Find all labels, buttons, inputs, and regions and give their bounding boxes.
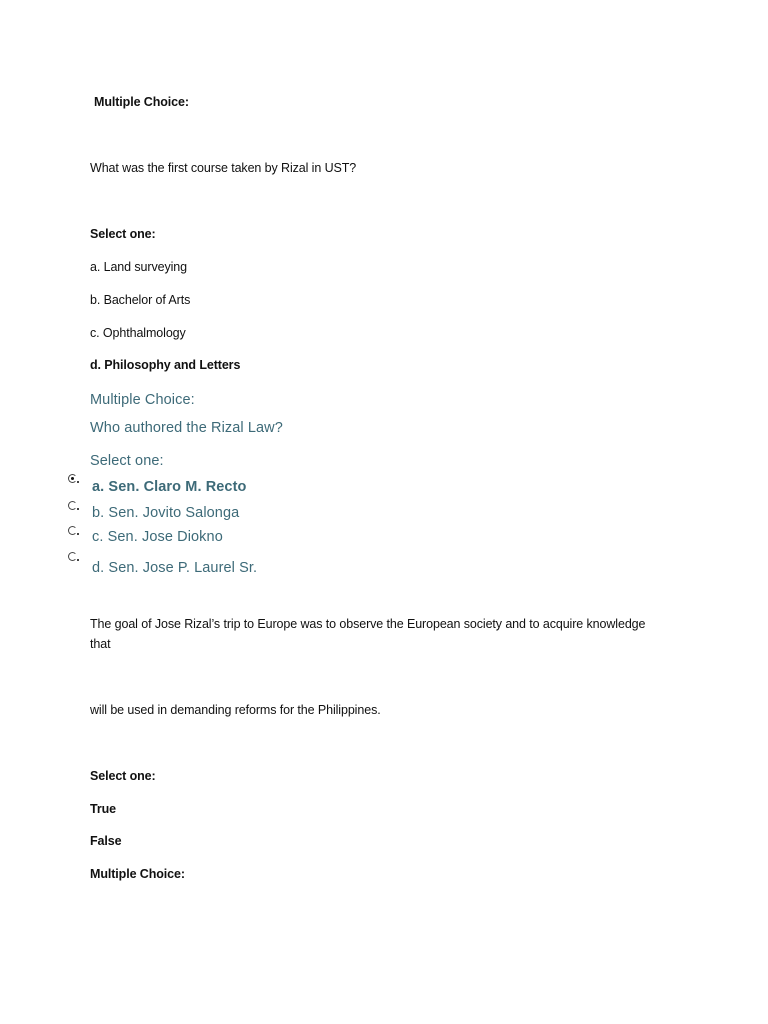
q2-heading: Multiple Choice: <box>90 392 195 408</box>
q2-option-c-label[interactable]: c. Sen. Jose Diokno <box>92 529 223 545</box>
q3-question-line-1: The goal of Jose Rizal’s trip to Europe was to observe the European society and to acquire knowledge <box>90 617 646 631</box>
q3-select-label: Select one: <box>90 769 156 783</box>
q1-question: What was the first course taken by Rizal in UST? <box>90 161 357 175</box>
q3-option-true: True <box>90 802 116 816</box>
q1-option-d: d. Philosophy and Letters <box>90 358 241 372</box>
q2-option-b-radio[interactable] <box>68 501 77 510</box>
q2-option-b-label[interactable]: b. Sen. Jovito Salonga <box>92 505 240 521</box>
q3-option-false: False <box>90 834 122 848</box>
q2-option-a-label[interactable]: a. Sen. Claro M. Recto <box>92 479 247 495</box>
q1-option-b: b. Bachelor of Arts <box>90 293 191 307</box>
q4-heading: Multiple Choice: <box>90 867 185 881</box>
q2-option-c-radio[interactable] <box>68 526 77 535</box>
q1-option-a: a. Land surveying <box>90 260 187 274</box>
q1-option-c: c. Ophthalmology <box>90 326 186 340</box>
q2-select-label: Select one: <box>90 453 164 469</box>
q1-select-label: Select one: <box>90 227 156 241</box>
q2-option-a-radio[interactable] <box>68 474 77 483</box>
q3-question-line-3: will be used in demanding reforms for the Philippines. <box>90 703 381 717</box>
q2-option-d-label[interactable]: d. Sen. Jose P. Laurel Sr. <box>92 560 258 576</box>
q2-option-d-radio[interactable] <box>68 552 77 561</box>
q2-question: Who authored the Rizal Law? <box>90 420 283 436</box>
q1-heading: Multiple Choice: <box>94 95 189 109</box>
q3-question-line-2: that <box>90 637 111 651</box>
